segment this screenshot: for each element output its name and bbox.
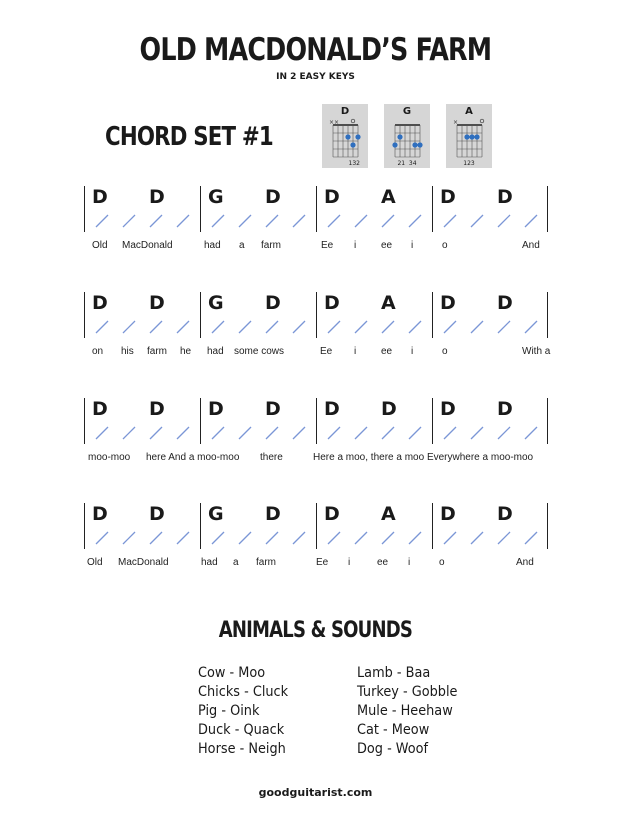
song-title: OLD MACDONALD’S FARM	[139, 32, 492, 68]
chord-symbol: D	[497, 503, 513, 525]
strum-slash	[95, 320, 109, 334]
strum-slash	[497, 426, 511, 440]
strum-slash	[354, 426, 368, 440]
svg-text:×: ×	[453, 119, 459, 126]
strum-slash	[470, 531, 484, 545]
strum-slash	[524, 320, 538, 334]
chord-symbol: A	[381, 186, 396, 208]
chord-symbol: D	[497, 292, 513, 314]
strum-slash	[408, 531, 422, 545]
lyric-word: his	[121, 346, 134, 357]
strum-slash	[497, 320, 511, 334]
svg-text:××: ××	[329, 119, 340, 126]
lyric-word: here And a moo-moo	[146, 452, 240, 463]
chord-symbol: D	[92, 292, 108, 314]
strum-slash	[238, 531, 252, 545]
strum-slash	[292, 426, 306, 440]
chord-symbol: D	[265, 398, 281, 420]
finger-numbers: 21 34	[397, 160, 417, 167]
lyric-word: o	[442, 346, 448, 357]
animal-item: Pig - Oink	[198, 703, 260, 719]
lyric-word: And	[522, 240, 540, 251]
lyric-word: i	[354, 346, 357, 357]
strum-slash	[265, 426, 279, 440]
strum-slash	[497, 531, 511, 545]
measure	[432, 186, 548, 232]
measure	[84, 292, 200, 338]
measure	[84, 503, 200, 549]
animal-item: Mule - Heehaw	[357, 703, 453, 719]
chord-symbol: D	[149, 398, 165, 420]
lyric-word: i	[354, 240, 357, 251]
animal-item: Cow - Moo	[198, 665, 266, 681]
chord-symbol: D	[324, 503, 340, 525]
strum-slash	[470, 320, 484, 334]
strum-slash	[149, 320, 163, 334]
strum-slash	[354, 320, 368, 334]
strum-slash	[176, 426, 190, 440]
strum-slash	[408, 320, 422, 334]
strum-slash	[327, 531, 341, 545]
chord-diagram-name: G	[402, 106, 412, 117]
strum-slash	[265, 320, 279, 334]
song-subtitle: IN 2 EASY KEYS	[276, 72, 355, 82]
measure	[432, 503, 548, 549]
chord-diagram-g	[384, 104, 430, 168]
strum-slash	[443, 320, 457, 334]
chord-symbol: D	[440, 292, 456, 314]
footer-website: goodguitarist.com	[258, 786, 373, 799]
strum-slash	[292, 320, 306, 334]
strum-slash	[176, 214, 190, 228]
strum-slash	[265, 531, 279, 545]
strum-slash	[408, 426, 422, 440]
chord-symbol: G	[208, 292, 224, 314]
strum-slash	[122, 320, 136, 334]
strum-slash	[327, 320, 341, 334]
chord-symbol: D	[149, 292, 165, 314]
strum-slash	[381, 214, 395, 228]
chord-diagram-a	[446, 104, 492, 168]
lyric-word: Ee	[321, 240, 334, 251]
chord-symbol: D	[440, 398, 456, 420]
chord-symbol: D	[92, 186, 108, 208]
strum-slash	[122, 214, 136, 228]
lyric-word: there	[260, 452, 283, 463]
chord-symbol: D	[440, 186, 456, 208]
lyric-word: o	[442, 240, 448, 251]
strum-slash	[354, 531, 368, 545]
lyric-word: MacDonald	[122, 240, 173, 251]
lyric-word: i	[411, 240, 414, 251]
chord-symbol: D	[92, 398, 108, 420]
animal-item: Chicks - Cluck	[198, 684, 289, 700]
chord-symbol: G	[208, 503, 224, 525]
lyric-word: Old	[87, 557, 103, 568]
measure	[432, 398, 548, 444]
chord-symbol: D	[440, 503, 456, 525]
strum-slash	[238, 426, 252, 440]
animal-item: Horse - Neigh	[198, 741, 286, 757]
measure	[200, 398, 316, 444]
strum-slash	[292, 531, 306, 545]
lyric-word: i	[348, 557, 351, 568]
lyric-word: farm	[256, 557, 276, 568]
lyric-word: some cows	[234, 346, 285, 357]
strum-slash	[149, 426, 163, 440]
strum-slash	[149, 531, 163, 545]
measure	[200, 503, 316, 549]
lyric-word: MacDonald	[118, 557, 169, 568]
chord-diagram-d	[322, 104, 368, 168]
lyric-word: farm	[147, 346, 167, 357]
chord-symbol: D	[265, 292, 281, 314]
chord-symbol: D	[265, 186, 281, 208]
strum-slash	[95, 531, 109, 545]
strum-slash	[524, 531, 538, 545]
chord-symbol: D	[149, 186, 165, 208]
chord-symbol: D	[208, 398, 224, 420]
chord-symbol: D	[92, 503, 108, 525]
lyric-word: ee	[381, 240, 393, 251]
lyric-word: a	[233, 557, 239, 568]
lyric-word: i	[408, 557, 411, 568]
animal-item: Lamb - Baa	[357, 665, 431, 681]
strum-slash	[497, 214, 511, 228]
strum-slash	[408, 214, 422, 228]
lyric-word: i	[411, 346, 414, 357]
strum-slash	[149, 214, 163, 228]
strum-slash	[354, 214, 368, 228]
chord-symbol: D	[265, 503, 281, 525]
chord-symbol: D	[381, 398, 397, 420]
strum-slash	[443, 531, 457, 545]
measure	[316, 398, 432, 444]
strum-slash	[443, 214, 457, 228]
finger-numbers: 132	[348, 160, 360, 167]
chord-symbol: D	[324, 292, 340, 314]
strum-slash	[265, 214, 279, 228]
lyric-word: had	[204, 240, 221, 251]
animals-list-left	[198, 664, 296, 759]
strum-slash	[95, 426, 109, 440]
strum-slash	[122, 531, 136, 545]
lyric-word: ee	[377, 557, 389, 568]
chord-symbol: A	[381, 503, 396, 525]
strum-slash	[211, 214, 225, 228]
chord-symbol: A	[381, 292, 396, 314]
lyric-word: ee	[381, 346, 393, 357]
strum-slash	[470, 426, 484, 440]
animal-item: Turkey - Gobble	[357, 684, 458, 700]
strum-slash	[381, 531, 395, 545]
chord-symbol: D	[149, 503, 165, 525]
strum-slash	[95, 214, 109, 228]
strum-slash	[176, 531, 190, 545]
strum-slash	[524, 426, 538, 440]
animal-item: Cat - Meow	[357, 722, 430, 738]
measure	[200, 186, 316, 232]
lyric-word: Old	[92, 240, 108, 251]
chord-symbol: D	[324, 398, 340, 420]
finger-numbers: 123	[463, 160, 475, 167]
measure	[200, 292, 316, 338]
lyric-word: farm	[261, 240, 281, 251]
lyric-word: Ee	[316, 557, 329, 568]
animals-title: ANIMALS & SOUNDS	[218, 618, 413, 643]
strum-slash	[211, 320, 225, 334]
strum-slash	[238, 214, 252, 228]
lyric-word: Here a moo, there a moo Everywhere a moo-moo	[313, 452, 534, 463]
measure	[316, 186, 432, 232]
fretboard-a	[452, 117, 486, 159]
strum-slash	[211, 426, 225, 440]
lyric-word: With a	[522, 346, 551, 357]
chord-set-label: CHORD SET #1	[105, 122, 273, 152]
lyric-word: o	[439, 557, 445, 568]
chord-diagram-name: A	[465, 106, 473, 117]
lyric-word: Ee	[320, 346, 333, 357]
measure	[316, 292, 432, 338]
strum-slash	[122, 426, 136, 440]
lyric-word: had	[201, 557, 218, 568]
lyric-word: And	[516, 557, 534, 568]
lyric-word: a	[239, 240, 245, 251]
chord-symbol: D	[324, 186, 340, 208]
strum-slash	[238, 320, 252, 334]
chord-symbol: D	[497, 186, 513, 208]
animal-item: Duck - Quack	[198, 722, 285, 738]
strum-slash	[327, 426, 341, 440]
strum-slash	[176, 320, 190, 334]
animals-list-right	[357, 664, 466, 759]
strum-slash	[381, 320, 395, 334]
strum-slash	[292, 214, 306, 228]
fretboard-d	[328, 117, 362, 159]
lyric-word: on	[92, 346, 104, 357]
strum-slash	[381, 426, 395, 440]
lyric-word: had	[207, 346, 224, 357]
chord-symbol: D	[497, 398, 513, 420]
chord-diagram-name: D	[340, 106, 350, 117]
measure	[84, 398, 200, 444]
strum-slash	[327, 214, 341, 228]
strum-slash	[470, 214, 484, 228]
lyric-word: moo-moo	[88, 452, 131, 463]
measure	[84, 186, 200, 232]
measure	[316, 503, 432, 549]
strum-slash	[443, 426, 457, 440]
chord-symbol: G	[208, 186, 224, 208]
lyric-word: he	[180, 346, 192, 357]
animal-item: Dog - Woof	[357, 741, 429, 757]
fretboard-g	[390, 117, 424, 159]
measure	[432, 292, 548, 338]
strum-slash	[524, 214, 538, 228]
strum-slash	[211, 531, 225, 545]
